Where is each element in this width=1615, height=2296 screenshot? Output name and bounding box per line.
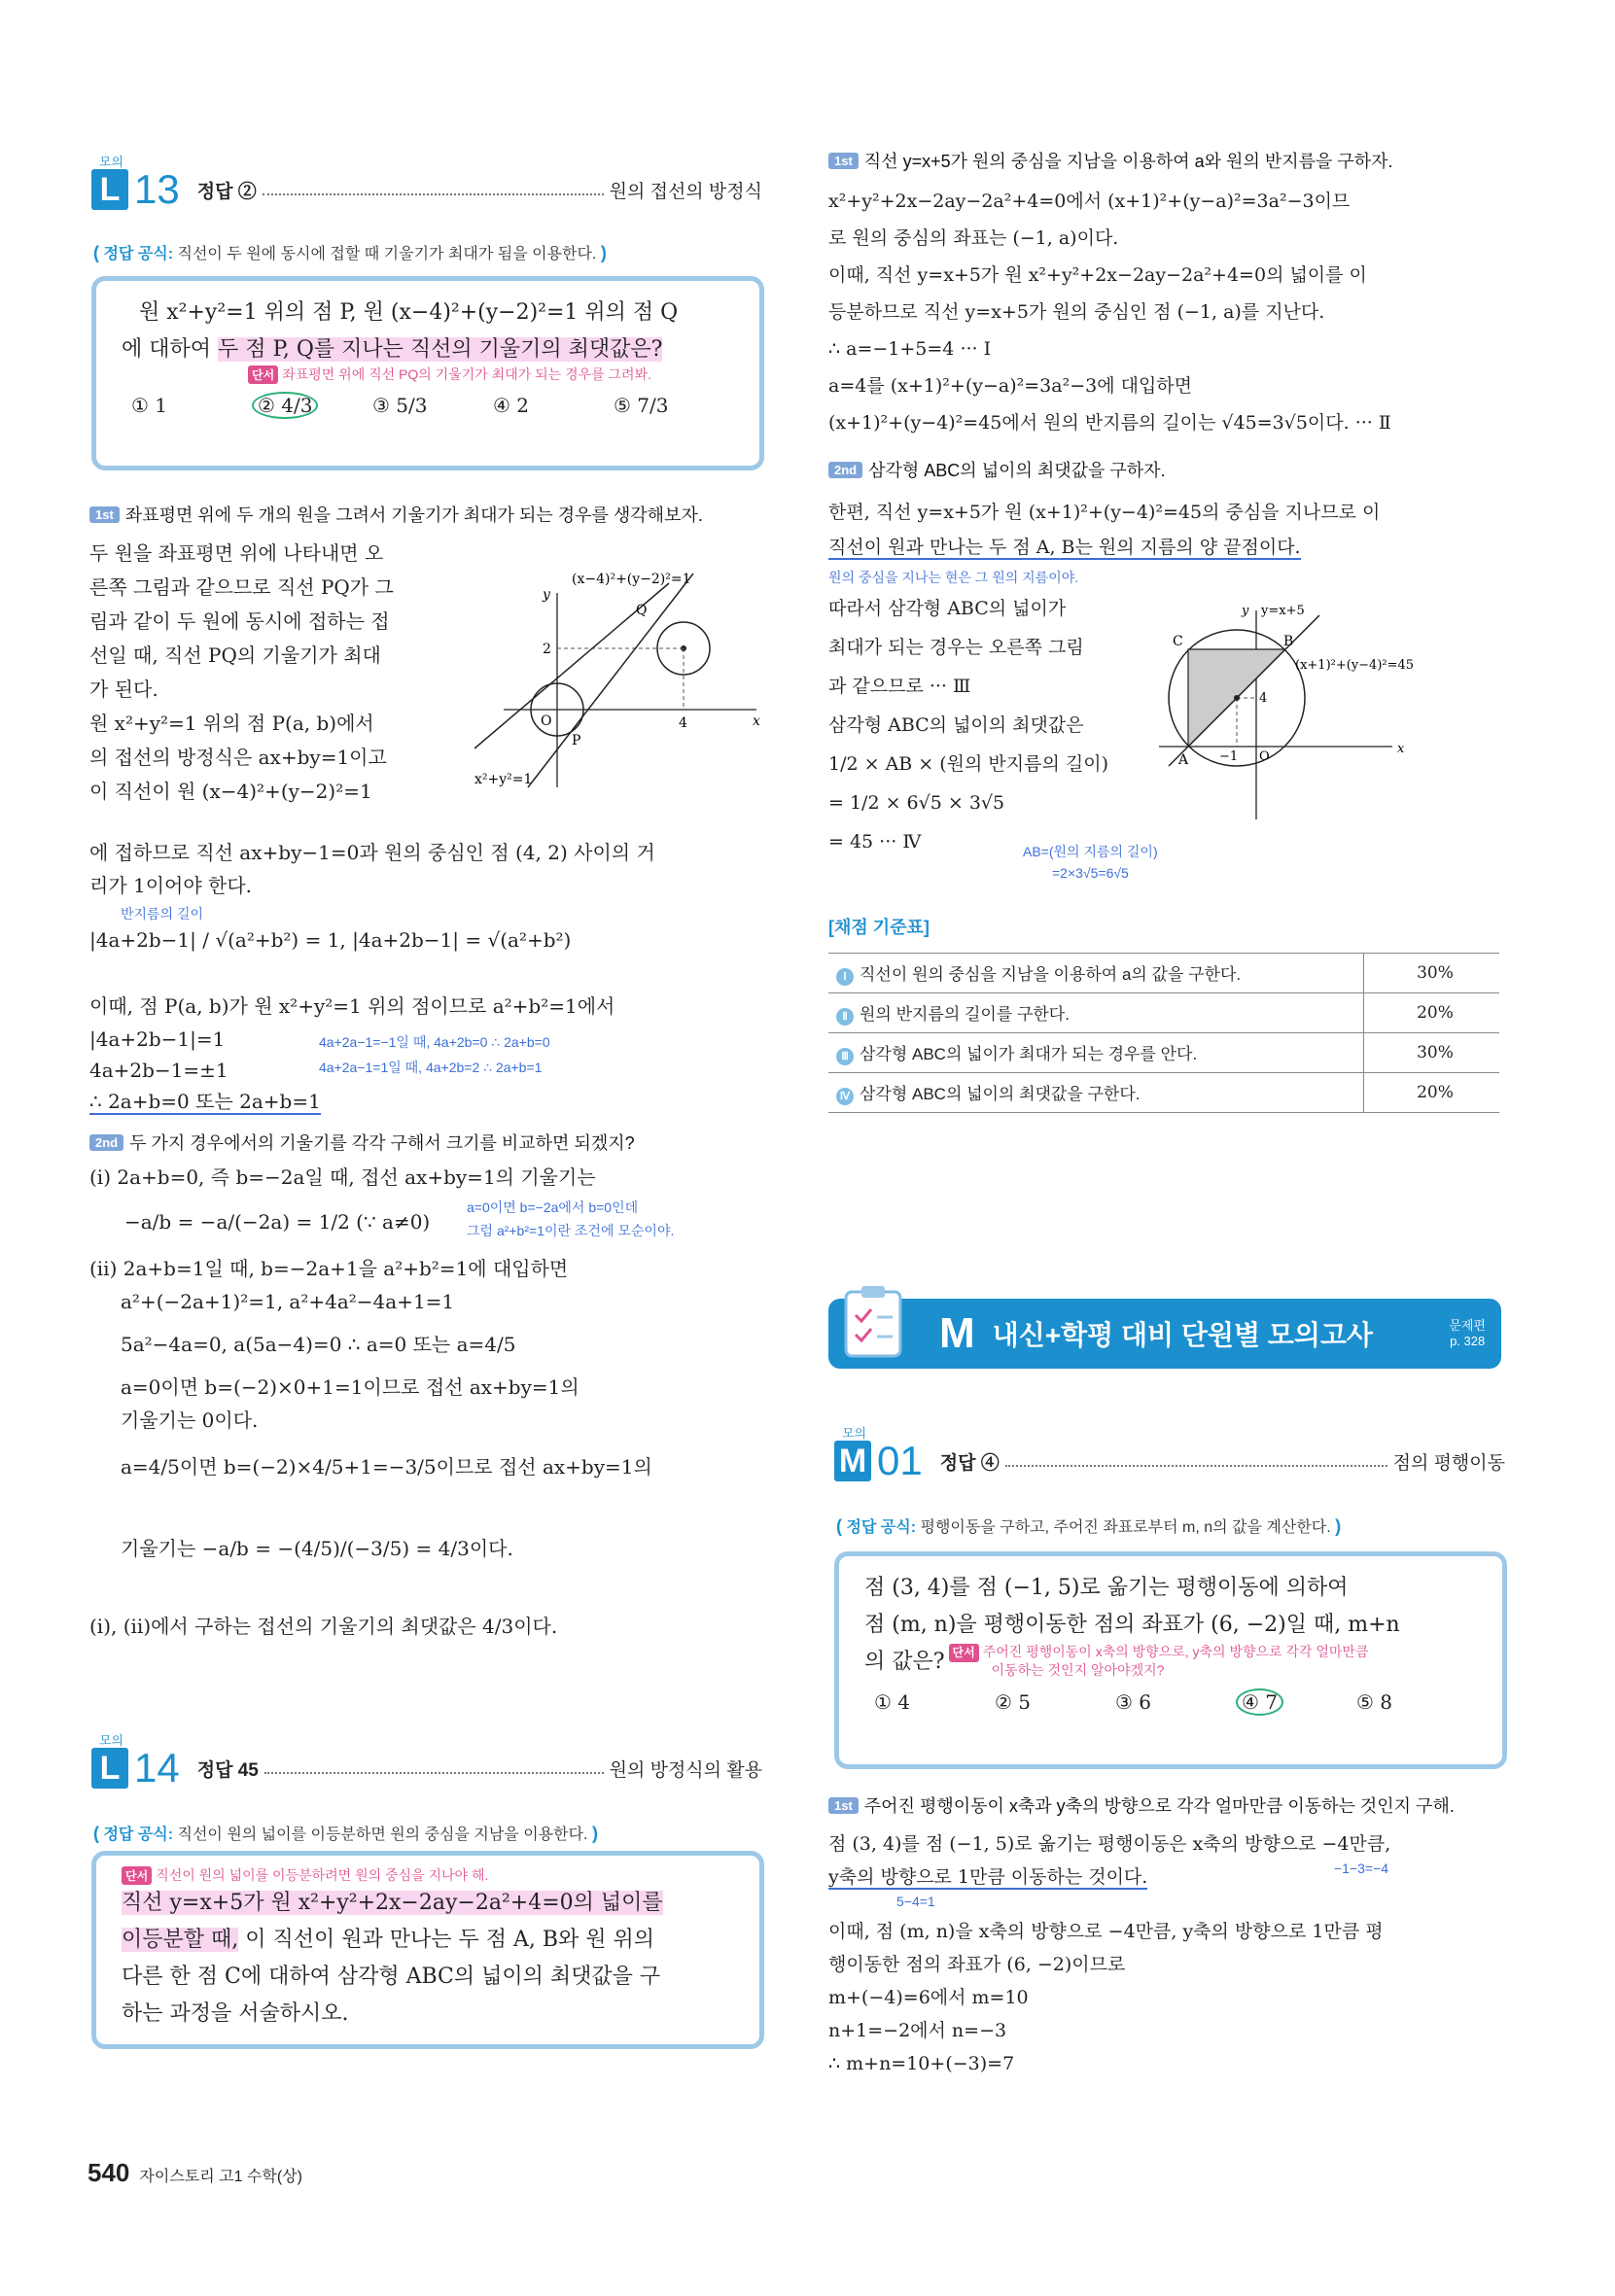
choice-2[interactable]: ② 5 <box>995 1690 1032 1714</box>
problem-line <box>122 331 734 368</box>
formula-key: 정답 공식: <box>846 1519 917 1536</box>
hint <box>949 1644 1369 1679</box>
choice-5[interactable]: ⑤ 7/3 <box>614 394 669 417</box>
grade-criterion <box>828 993 1364 1033</box>
table-row <box>828 954 1499 993</box>
sol-line: 4a+2b−1=±1 <box>89 1059 228 1082</box>
problem-number: 13 <box>134 166 180 212</box>
problem-line: 점 (m, n)을 평행이동한 점의 좌표가 (6, −2)일 때, m+n <box>864 1613 1400 1637</box>
sol-line: 림과 같이 두 원에 동시에 접하는 접 <box>89 609 390 633</box>
grade-table <box>828 953 1499 1113</box>
choice-4[interactable]: ④ 2 <box>493 394 530 417</box>
step-badge: 2nd <box>89 1134 123 1151</box>
banner-page: p. 328 <box>1450 1334 1486 1348</box>
fig-label-minus1: −1 <box>1219 749 1239 764</box>
grade-title: [채점 기준표] <box>828 918 930 937</box>
case-note: 그럼 a²+b²=1이란 조건에 모순이야. <box>467 1223 675 1238</box>
grade-criterion <box>828 954 1364 993</box>
sol-line: (ⅰ) 2a+b=0, 즉 b=−2a일 때, 접선 ax+by=1의 기울기는 <box>89 1165 596 1189</box>
grade-icon: Ⅱ <box>836 1008 854 1026</box>
grade-icon: Ⅲ <box>836 1048 854 1065</box>
problem-line <box>122 1922 734 1959</box>
sol-line: 두 원을 좌표평면 위에 나타내면 오 <box>89 541 384 565</box>
answer-formula: ( 정답 공식: 직선이 원의 넓이를 이등분하면 원의 중심을 지남을 이용한다. ) <box>93 1824 598 1843</box>
choice-4[interactable] <box>1236 1690 1356 1714</box>
table-row <box>828 993 1499 1033</box>
problem-header-m01 <box>834 1439 1505 1483</box>
highlighted-condition: 직선 y=x+5가 원 x²+y²+2x−2ay−2a²+4=0의 넓이를 <box>122 1891 663 1915</box>
sol-line <box>828 1861 1147 1895</box>
hint-text: 좌표평면 위에 직선 PQ의 기울기가 최대가 되는 경우를 그려봐. <box>282 366 651 382</box>
checklist-icon <box>832 1278 920 1366</box>
sol-line: 이때, 점 (m, n)을 x축의 방향으로 −4만큼, y축의 방향으로 1만큼 평 <box>828 1921 1384 1942</box>
sol-line: 따라서 삼각형 ABC의 넓이가 <box>828 598 1067 619</box>
page-footer <box>88 2158 302 2188</box>
sol-line: 의 접선의 방정식은 ax+by=1이고 <box>89 746 387 769</box>
step-badge: 1st <box>828 153 859 169</box>
page-number: 540 <box>88 2158 130 2187</box>
fig-label-x: x <box>1397 742 1405 756</box>
fig-label-b: B <box>1283 634 1294 649</box>
problem-line <box>122 1885 734 1922</box>
step-2 <box>89 1130 770 1155</box>
grade-percent: 30% <box>1364 1033 1500 1073</box>
sol-line: n+1=−2에서 n=−3 <box>828 2020 1007 2041</box>
grade-percent: 20% <box>1364 1073 1500 1113</box>
problem-line: 원 x²+y²=1 위의 점 P, 원 (x−4)²+(y−2)²=1 위의 점 Q <box>139 300 679 325</box>
fig-line-label: y=x+5 <box>1261 604 1305 618</box>
dot-leader <box>1005 1455 1387 1467</box>
fig-label-c: C <box>1173 634 1183 649</box>
underlined-result: ∴ 2a+b=0 또는 2a+b=1 <box>89 1090 321 1113</box>
conclusion: (ⅰ), (ⅱ)에서 구하는 접선의 기울기의 최댓값은 4/3이다. <box>89 1615 558 1638</box>
grade-icon: Ⅳ <box>836 1088 854 1105</box>
distance-equation: |4a+2b−1| / √(a²+b²) = 1, |4a+2b−1| = √(a²+b²) <box>89 928 572 952</box>
problem-number: 01 <box>877 1438 923 1483</box>
sol-line: x²+y²+2x−2ay−2a²+4=0에서 (x+1)²+(y−a)²=3a²−3이므 <box>828 191 1351 212</box>
sol-line: 에 접하므로 직선 ax+by−1=0과 원의 중심인 점 (4, 2) 사이의 거 <box>89 841 655 864</box>
banner-letter: M <box>939 1309 975 1357</box>
banner-sub: 문제편 <box>1449 1318 1486 1333</box>
fig-label-q: Q <box>636 603 648 618</box>
fig-label-4: 4 <box>1259 691 1268 706</box>
problem-line: 다른 한 점 C에 대하여 삼각형 ABC의 넓이의 최댓값을 구 <box>122 1965 661 1989</box>
step-text: 좌표평면 위에 두 개의 원을 그려서 기울기가 최대가 되는 경우를 생각해보자. <box>124 505 703 525</box>
step-badge: 1st <box>828 1797 859 1814</box>
answer-choices <box>122 394 734 417</box>
calc-note: −1−3=−4 <box>1334 1861 1389 1876</box>
sol-line: 최대가 되는 경우는 오른쪽 그림 <box>828 637 1084 658</box>
topic-label: 원의 방정식의 활용 <box>609 1759 762 1781</box>
sol-line: 점 (3, 4)를 점 (−1, 5)로 옮기는 평행이동은 x축의 방향으로 −4만큼, <box>828 1833 1391 1855</box>
grade-percent: 30% <box>1364 954 1500 993</box>
tangent-line-2 <box>528 574 693 787</box>
step-1 <box>89 502 770 527</box>
fig-eq-top: (x−4)²+(y−2)²=1 <box>572 572 691 587</box>
fig-circle-label: (x+1)²+(y−4)²=45 <box>1295 658 1415 673</box>
grade-text: 원의 반지름의 길이를 구한다. <box>860 1005 1070 1024</box>
sol-line: 른쪽 그림과 같으므로 직선 PQ가 그 <box>89 575 394 599</box>
sol-line: ∴ a=−1+5=4 ··· Ⅰ <box>828 338 992 360</box>
topic-label: 점의 평행이동 <box>1392 1452 1505 1474</box>
hint-text: 이동하는 것인지 알아야겠지? <box>991 1662 1165 1678</box>
grade-text: 직선이 원의 중심을 지남을 이용하여 a의 값을 구한다. <box>860 965 1242 984</box>
formula-key: 정답 공식: <box>103 246 174 262</box>
step-text: 삼각형 ABC의 넓이의 최댓값을 구하자. <box>868 461 1166 480</box>
sol-line <box>828 531 1301 565</box>
fig-label-p: P <box>572 733 581 748</box>
case-note: 4a+2a−1=−1일 때, 4a+2b=0 ∴ 2a+b=0 <box>319 1034 550 1050</box>
underlined-result: y축의 방향으로 1만큼 이동하는 것이다. <box>828 1866 1148 1888</box>
choice-2[interactable] <box>252 394 372 417</box>
solution-block <box>828 183 1509 441</box>
fig-label-4: 4 <box>679 715 687 731</box>
grade-criterion <box>828 1073 1364 1113</box>
topic-label: 원의 접선의 방정식 <box>609 181 762 202</box>
sol-line: 5a²−4a=0, a(5a−4)=0 ∴ a=0 또는 a=4/5 <box>121 1333 516 1356</box>
mock-label: 모의 <box>99 1733 124 1748</box>
grade-text: 삼각형 ABC의 넓이의 최댓값을 구한다. <box>860 1085 1141 1103</box>
diameter-note: 원의 중심을 지나는 현은 그 원의 지름이야. <box>828 570 1079 585</box>
section-banner <box>828 1299 1501 1369</box>
sol-line: 이 직선이 원 (x−4)²+(y−2)²=1 <box>89 780 372 803</box>
sol-line: 과 같으므로 ··· Ⅲ <box>828 676 971 697</box>
problem-text: 의 값은? <box>864 1650 945 1674</box>
correct-choice-mark: ② 4/3 <box>252 392 318 419</box>
center-point <box>1234 695 1240 701</box>
table-row <box>828 1033 1499 1073</box>
banner-ref <box>1449 1318 1486 1349</box>
hint-tag: 단서 <box>122 1866 152 1885</box>
sol-line: m+(−4)=6에서 m=10 <box>828 1987 1029 2008</box>
fig-label-o: O <box>1259 749 1270 764</box>
sol-line <box>89 1085 321 1119</box>
sol-line: 이때, 직선 y=x+5가 원 x²+y²+2x−2ay−2a²+4=0의 넓이를 이 <box>828 264 1367 286</box>
problem-letter: L <box>91 169 128 210</box>
grade-percent: 20% <box>1364 993 1500 1033</box>
sol-line: a=4를 (x+1)²+(y−a)²=3a²−3에 대입하면 <box>828 375 1193 397</box>
answer-label: 정답 ④ <box>939 1452 1000 1474</box>
sol-line: ∴ m+n=10+(−3)=7 <box>828 2053 1015 2074</box>
choice-1[interactable]: ① 4 <box>874 1690 911 1714</box>
hint-tag: 단서 <box>949 1644 979 1662</box>
fig-label-2: 2 <box>543 642 551 657</box>
choice-1[interactable]: ① 1 <box>131 394 168 417</box>
sol-line: a=4/5이면 b=(−2)×4/5+1=−3/5이므로 접선 ax+by=1의 <box>121 1455 652 1478</box>
sol-line: (ⅱ) 2a+b=1일 때, b=−2a+1을 a²+b²=1에 대입하면 <box>89 1257 569 1280</box>
highlighted-condition: 두 점 P, Q를 지나는 직선의 기울기의 최댓값은? <box>218 337 663 362</box>
sol-line: 원 x²+y²=1 위의 점 P(a, b)에서 <box>89 712 374 735</box>
problem-box-l13 <box>91 276 764 470</box>
answer-formula: ( 정답 공식: 직선이 두 원에 동시에 접할 때 기울기가 최대가 됨을 이용한다. ) <box>93 243 607 262</box>
step-text: 직선 y=x+5가 원의 중심을 지남을 이용하여 a와 원의 반지름을 구하자. <box>863 152 1393 171</box>
problem-letter: M <box>834 1441 871 1481</box>
mock-label: 모의 <box>842 1426 867 1441</box>
solution-block <box>828 1915 1509 2080</box>
fig-label-a: A <box>1178 752 1189 768</box>
answer-choices <box>864 1690 1477 1714</box>
tangent-figure <box>474 564 766 797</box>
step-2 <box>828 457 1509 482</box>
formula-text: 직선이 두 원에 동시에 접할 때 기울기가 최대가 됨을 이용한다. <box>177 246 597 262</box>
sol-line: 가 된다. <box>89 678 158 701</box>
problem-text: 이 직선이 원과 만나는 두 점 A, B와 원 위의 <box>238 1928 655 1952</box>
problem-box-m01 <box>834 1551 1507 1769</box>
sol-line: 행이동한 점의 좌표가 (6, −2)이므로 <box>828 1954 1126 1975</box>
formula-key: 정답 공식: <box>103 1826 174 1843</box>
sol-line: 등분하므로 직선 y=x+5가 원의 중심인 점 (−1, a)를 지난다. <box>828 301 1325 323</box>
step-text: 두 가지 경우에서의 기울기를 각각 구해서 크기를 비교하면 되겠지? <box>129 1133 635 1153</box>
grade-text: 삼각형 ABC의 넓이가 최대가 되는 경우를 안다. <box>860 1045 1198 1063</box>
sol-line: 한편, 직선 y=x+5가 원 (x+1)²+(y−4)²=45의 중심을 지나므로 이 <box>828 502 1381 523</box>
problem-line: 하는 과정을 서술하시오. <box>122 2001 349 2026</box>
grade-criterion <box>828 1033 1364 1073</box>
ab-note: =2×3√5=6√5 <box>1052 865 1129 881</box>
book-title: 자이스토리 고1 수학(상) <box>139 2169 302 2185</box>
banner-title: 내신+학평 대비 단원별 모의고사 <box>992 1320 1373 1350</box>
sol-line: = 1/2 × 6√5 × 3√5 <box>828 792 1005 814</box>
mock-label: 모의 <box>99 155 124 169</box>
problem-text: 에 대하여 <box>122 337 218 362</box>
choice-5[interactable]: ⑤ 8 <box>1356 1690 1393 1714</box>
case-note: a=0이면 b=−2a에서 b=0인데 <box>467 1200 639 1215</box>
dot-leader <box>263 184 604 195</box>
fig-label-y: y <box>543 587 550 603</box>
problem-line: 점 (3, 4)를 점 (−1, 5)로 옮기는 평행이동에 의하여 <box>864 1576 1349 1600</box>
dot-leader <box>264 1762 604 1774</box>
answer-formula: ( 정답 공식: 평행이동을 구하고, 주어진 좌표로부터 m, n의 값을 계산한다. ) <box>836 1516 1342 1536</box>
choice-3[interactable]: ③ 5/3 <box>372 394 428 417</box>
step-1 <box>828 148 1509 173</box>
sol-line: 삼각형 ABC의 넓이의 최댓값은 <box>828 714 1084 736</box>
problem-letter: L <box>91 1748 128 1789</box>
fig-label-x: x <box>753 713 760 729</box>
sol-line: 로 원의 중심의 좌표는 (−1, a)이다. <box>828 227 1119 249</box>
sol-line: 이때, 점 P(a, b)가 원 x²+y²=1 위의 점이므로 a²+b²=1에서 <box>89 994 615 1018</box>
problem-header-l14 <box>91 1746 762 1791</box>
sol-line: a²+(−2a+1)²=1, a²+4a²−4a+1=1 <box>121 1290 455 1313</box>
choice-3[interactable]: ③ 6 <box>1115 1690 1152 1714</box>
calc-note: 5−4=1 <box>896 1894 935 1909</box>
hint-text: 직선이 원의 넓이를 이등분하려면 원의 중심을 지나야 해. <box>156 1867 489 1883</box>
sol-line: (x+1)²+(y−4)²=45에서 원의 반지름의 길이는 √45=3√5이다. ··· Ⅱ <box>828 412 1391 434</box>
hint <box>122 1865 734 1885</box>
ab-note: AB=(원의 지름의 길이) <box>1023 844 1158 859</box>
step-1 <box>828 1792 1509 1818</box>
sol-line: 선일 때, 직선 PQ의 기울기가 최대 <box>89 644 381 667</box>
sol-line: 기울기는 0이다. <box>121 1409 259 1432</box>
problem-box-l14 <box>91 1851 764 2049</box>
sol-line: 기울기는 −a/b = −(4/5)/(−3/5) = 4/3이다. <box>121 1537 513 1560</box>
triangle-figure <box>1149 591 1509 824</box>
hint-text: 주어진 평행이동이 x축의 방향으로, y축의 방향으로 각각 얼마만큼 <box>982 1644 1369 1659</box>
problem-header-l13 <box>91 167 762 212</box>
fig-label-o: O <box>541 713 552 729</box>
problem-line <box>864 1644 1477 1681</box>
grade-table-wrap <box>828 953 1499 1113</box>
sol-line: |4a+2b−1|=1 <box>89 1027 226 1051</box>
step-badge: 1st <box>89 506 120 523</box>
step-text: 주어진 평행이동이 x축과 y축의 방향으로 각각 얼마만큼 이동하는 것인지 구해. <box>863 1796 1455 1816</box>
hint-tag: 단서 <box>248 365 278 384</box>
solution-narrow <box>89 537 478 809</box>
underlined-result: 직선이 원과 만나는 두 점 A, B는 원의 지름의 양 끝점이다. <box>828 537 1301 558</box>
solution-narrow <box>828 589 1178 861</box>
sol-line: −a/b = −a/(−2a) = 1/2 (∵ a≠0) <box>124 1210 431 1234</box>
grade-icon: Ⅰ <box>836 968 854 986</box>
step-badge: 2nd <box>828 462 862 478</box>
formula-text: 평행이동을 구하고, 주어진 좌표로부터 m, n의 값을 계산한다. <box>920 1519 1331 1536</box>
sol-line: a=0이면 b=(−2)×0+1=1이므로 접선 ax+by=1의 <box>121 1375 579 1399</box>
radius-note: 반지름의 길이 <box>121 906 204 922</box>
answer-label: 정답 45 <box>196 1759 259 1781</box>
correct-choice-mark: ④ 7 <box>1236 1688 1283 1716</box>
table-row <box>828 1073 1499 1113</box>
case-note: 4a+2a−1=1일 때, 4a+2b=2 ∴ 2a+b=1 <box>319 1060 543 1075</box>
sol-line: 리가 1이어야 한다. <box>89 874 253 897</box>
fig-eq-bottom: x²+y²=1 <box>474 772 533 787</box>
sol-line: = 45 ··· Ⅳ <box>828 831 922 852</box>
answer-label: 정답 ② <box>196 181 257 202</box>
formula-text: 직선이 원의 넓이를 이등분하면 원의 중심을 지남을 이용한다. <box>177 1826 588 1843</box>
highlighted-condition: 이등분할 때, <box>122 1928 239 1952</box>
sol-line: 1/2 × AB × (원의 반지름의 길이) <box>828 753 1108 775</box>
problem-number: 14 <box>134 1745 180 1791</box>
fig-label-y: y <box>1242 604 1249 618</box>
